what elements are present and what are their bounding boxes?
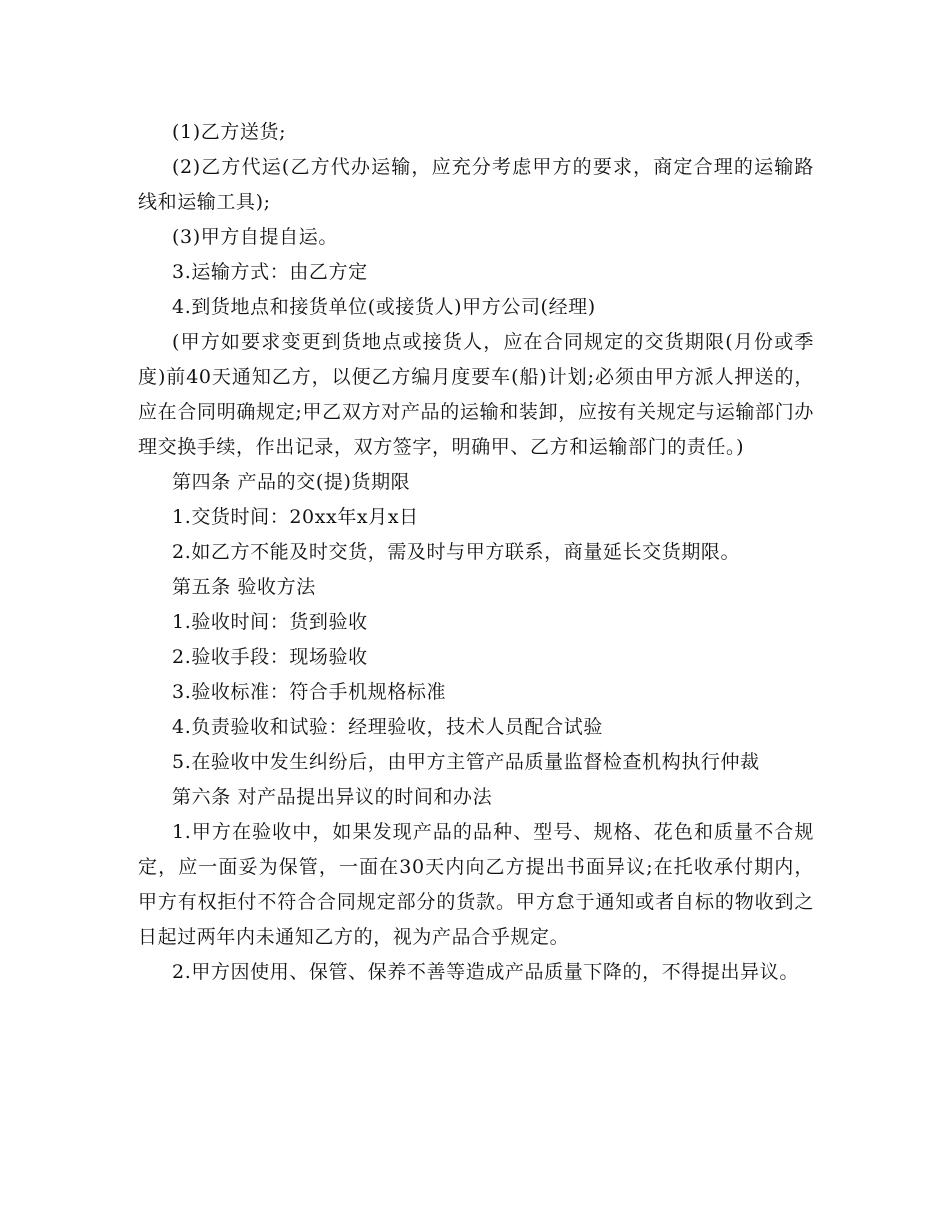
paragraph-dispute-arbitration: 5.在验收中发生纠纷后，由甲方主管产品质量监督检查机构执行仲裁 bbox=[172, 751, 760, 773]
article-5-heading: 第五条 验收方法 bbox=[172, 576, 316, 598]
paragraph-inspection-standard: 3.验收标准：符合手机规格标准 bbox=[172, 681, 447, 703]
paragraph-change-notice: (甲方如要求变更到货地点或接货人，应在合同规定的交货期限(月份或季度)前40天通知乙方，以便乙方编月度要车(船)计划;必须由甲方派人押送的，应在合同明确规定;甲乙双方对产品的运输和装卸，应按有关规定与运输部门办理交换手续，作出记录，双方签字，明确甲、乙方和运输部门的责任。) bbox=[138, 331, 814, 458]
paragraph-buyer-pickup: (3)甲方自提自运。 bbox=[172, 226, 338, 248]
paragraph-delivery-by-seller: (1)乙方送货; bbox=[172, 121, 287, 143]
article-6-heading: 第六条 对产品提出异议的时间和办法 bbox=[172, 786, 493, 808]
paragraph-seller-shipping: (2)乙方代运(乙方代办运输，应充分考虑甲方的要求，商定合理的运输路线和运输工具); bbox=[138, 156, 814, 213]
paragraph-delivery-extension: 2.如乙方不能及时交货，需及时与甲方联系，商量延长交货期限。 bbox=[172, 541, 741, 563]
article-4-heading: 第四条 产品的交(提)货期限 bbox=[172, 471, 411, 493]
paragraph-transport-method: 3.运输方式：由乙方定 bbox=[172, 261, 368, 283]
document-body bbox=[138, 115, 814, 990]
paragraph-inspection-responsibility: 4.负责验收和试验：经理验收，技术人员配合试验 bbox=[172, 716, 603, 738]
paragraph-delivery-location: 4.到货地点和接货单位(或接货人)甲方公司(经理) bbox=[172, 296, 596, 318]
paragraph-no-objection-misuse: 2.甲方因使用、保管、保养不善等造成产品质量下降的，不得提出异议。 bbox=[172, 961, 799, 983]
paragraph-objection-procedure: 1.甲方在验收中，如果发现产品的品种、型号、规格、花色和质量不合规定，应一面妥为保管，一面在30天内向乙方提出书面异议;在托收承付期内，甲方有权拒付不符合合同规定部分的货款。甲方怠于通知或者自标的物收到之日起过两年内未通知乙方的，视为产品合乎规定。 bbox=[138, 821, 814, 948]
paragraph-delivery-time: 1.交货时间：20xx年x月x日 bbox=[172, 506, 419, 528]
paragraph-inspection-time: 1.验收时间：货到验收 bbox=[172, 611, 368, 633]
paragraph-inspection-means: 2.验收手段：现场验收 bbox=[172, 646, 368, 668]
